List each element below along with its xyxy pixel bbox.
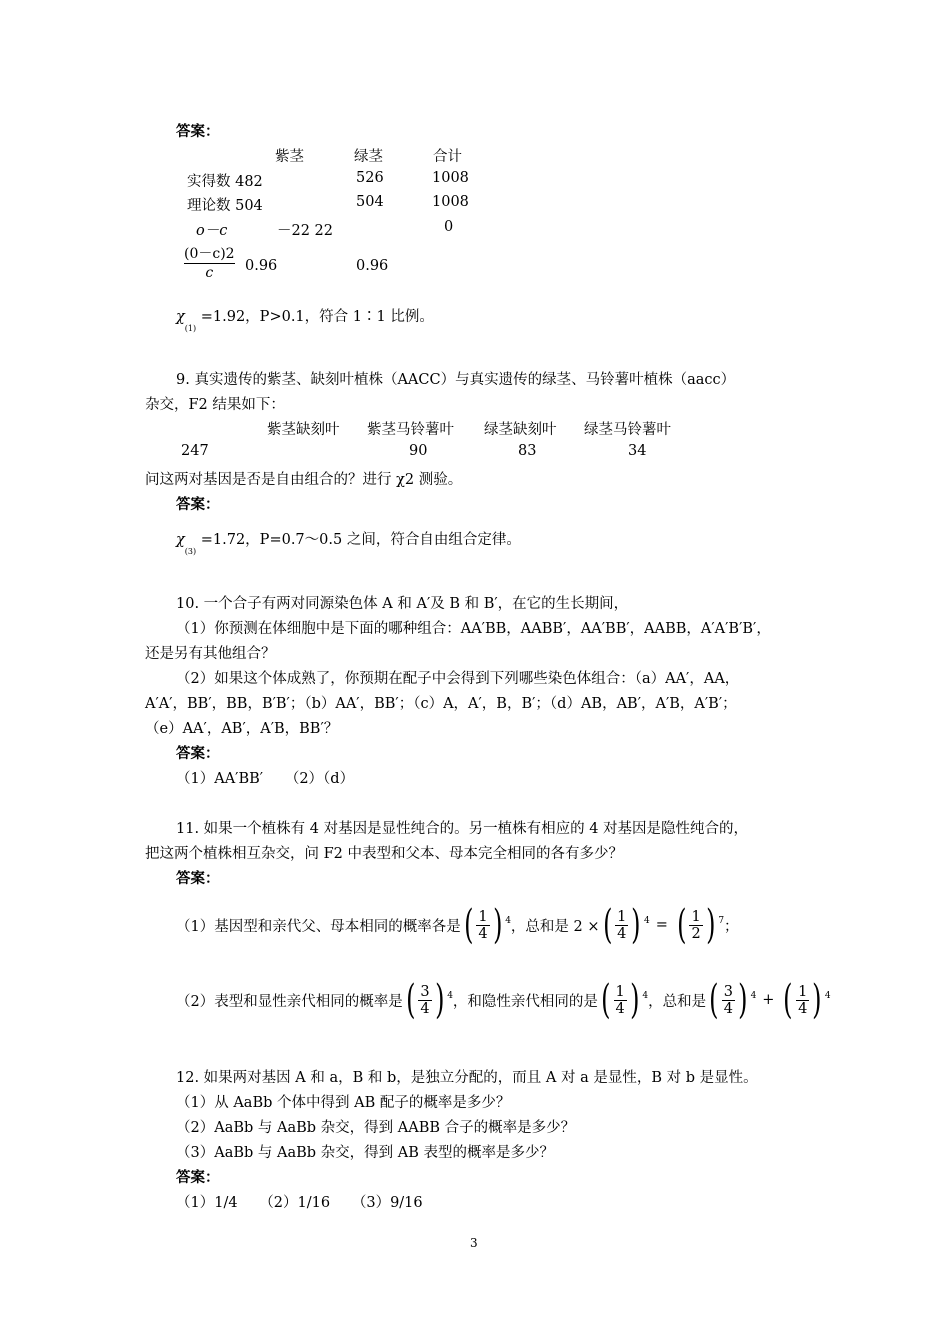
q8-expected-total: 1008 [432,194,469,210]
q9-header-1: 紫茎缺刻叶 [267,422,340,438]
q10-line4: （2）如果这个体成熟了，你预期在配子中会得到下列哪些染色体组合：（a）AA′，AA， [176,671,740,687]
q9-line1: 9. 真实遗传的紫茎、缺刻叶植株（AACC）与真实遗传的绿茎、马铃薯叶植株（aacc） [176,372,736,388]
power: 4 [750,991,757,1001]
frac-num: 3 [723,983,733,1000]
frac-num: 3 [420,983,430,1000]
q11-answer-label: 答案： [176,870,220,887]
q9-value-1: 247 [181,443,209,459]
frac-num: 1 [798,983,808,1000]
q8-row-observed: 实得数 482 [187,174,263,190]
q11-a1-end: ； [724,918,739,935]
q12-line4: （3）AaBb 与 AaBb 杂交，得到 AB 表型的概率是多少？ [176,1145,555,1161]
q10-line1: 10. 一个合子有两对同源染色体 A 和 A′及 B 和 B′，在它的生长期间， [176,596,629,612]
frac-num: 1 [617,908,627,925]
q9-chi-result: $\chi_{(3)} =1.72$，P=0.7～0.5 之间，符合自由组合定律。 [176,532,521,556]
page-number: 3 [470,1236,478,1250]
q12-line3: （2）AaBb 与 AaBb 杂交，得到 AABB 合子的概率是多少？ [176,1120,576,1136]
q11-answer-2: （2）表型和显性亲代相同的概率是 ( $\frac{3}{4}$ ) 4 ，和隐性亲代相同的是 ( $\frac{1}{4}$ ) 4 ，总和是 ( $\frac{3}{4}$ ) 4 + ( $\frac{1}{4}$ ) 4 [176,977,831,1023]
power: 4 [505,916,511,926]
frac-den: 2 [691,925,701,942]
q12-answer-label: 答案： [176,1169,220,1186]
q11-equals: = [655,917,668,933]
power: 4 [643,916,650,926]
q8-chi-green: 0.96 [356,258,389,274]
q11-a2-mid2: ，总和是 [648,993,707,1010]
q11-a1-text: （1）基因型和亲代父、母本相同的概率各是 [176,918,461,935]
q10-line6: （e）AA′，AB′，A′B，BB′？ [145,721,339,737]
power: 4 [447,991,453,1001]
q12-line2: （1）从 AaBb 个体中得到 AB 配子的概率是多少？ [176,1095,511,1111]
power: 4 [642,991,649,1001]
q10-answer-label: 答案： [176,745,220,762]
q8-observed-total: 1008 [432,170,469,186]
q8-oc-values: －22 22 [277,223,334,239]
q12-answer: （1）1/4 （2）1/16 （3）9/16 [176,1195,423,1211]
q11-plus: + [762,992,775,1008]
q8-oc-total: 0 [444,219,454,235]
q8-observed-green: 526 [356,170,384,186]
power: 4 [824,991,831,1001]
q9-value-4: 34 [628,443,647,459]
q9-header-3: 绿茎缺刻叶 [484,422,557,438]
q11-a2-text: （2）表型和显性亲代相同的概率是 [176,993,403,1010]
q9-value-2: 90 [409,443,428,459]
q9-value-3: 83 [518,443,537,459]
q10-line2: （1）你预测在体细胞中是下面的哪种组合：AA′BB，AABB′，AA′BB′，AABB，A′A′B′B′， [176,621,771,637]
q8-chi-num: (0－c)2 [184,246,235,262]
q11-a2-mid: ，和隐性亲代相同的是 [452,993,598,1010]
q10-line5: A′A′，BB′，BB，B′B′；（b）AA′，BB′；（c）A，A′，B，B′；（d）AB，AB′，A′B，A′B′； [145,696,737,712]
q11-answer-1: （1）基因型和亲代父、母本相同的概率各是 ( $\frac{1}{4}$ ) 4 ，总和是 2 × ( $\frac{1}{4}$ ) 4 = ( $\frac{1}{2}$ ) 7 ； [176,902,739,948]
frac-num: 1 [615,983,625,1000]
q8-chi-sub: (1) [184,323,197,333]
frac-num: 1 [478,908,488,925]
q8-col-total: 合计 [433,149,462,165]
q10-line3: 还是另有其他组合？ [145,646,276,662]
q9-chi-text: =1.72，P=0.7～0.5 之间，符合自由组合定律。 [200,532,521,548]
frac-den: 4 [420,1000,430,1017]
q8-col-purple: 紫茎 [275,149,304,165]
power: 7 [718,916,725,926]
frac-den: 4 [615,1000,625,1017]
frac-den: 4 [617,925,627,942]
q8-row-expected: 理论数 504 [187,198,263,214]
q11-line2: 把这两个植株相互杂交，问 F2 中表型和父本、母本完全相同的各有多少？ [145,846,624,862]
frac-den: 4 [798,1000,808,1017]
q8-row-oc: o－c [196,223,228,239]
frac-den: 4 [723,1000,733,1017]
q8-chi-result: $\chi_{(1)} =1.92$，P>0.1，符合 1∶1 比例。 [176,309,434,333]
q9-answer-label: 答案： [176,496,220,513]
q8-chi-purple: 0.96 [245,258,278,274]
q9-chi-sub: (3) [184,546,197,556]
q12-line1: 12. 如果两对基因 A 和 a，B 和 b，是独立分配的，而且 A 对 a 是显性，B 对 b 是显性。 [176,1070,758,1086]
q8-chi-den: c [205,265,214,281]
q8-answer-label: 答案： [176,123,220,140]
q8-expected-green: 504 [356,194,384,210]
frac-num: 1 [691,908,701,925]
frac-den: 4 [478,925,488,942]
q9-header-4: 绿茎马铃薯叶 [584,422,671,438]
q11-line1: 11. 如果一个植株有 4 对基因是显性纯合的。另一植株有相应的 4 对基因是隐性纯合的， [176,821,749,837]
q9-header-2: 紫茎马铃薯叶 [367,422,454,438]
q11-a1-mid: ，总和是 2 × [510,918,600,935]
q9-line2: 杂交，F2 结果如下： [145,397,285,413]
q8-chi-text: =1.92，P>0.1，符合 1∶1 比例。 [200,309,434,325]
q8-col-green: 绿茎 [354,149,383,165]
q10-answer: （1）AA′BB′ （2）（d） [176,771,355,787]
q8-chi-fraction [184,245,235,282]
q9-question: 问这两对基因是否是自由组合的？进行 χ2 测验。 [145,472,463,488]
